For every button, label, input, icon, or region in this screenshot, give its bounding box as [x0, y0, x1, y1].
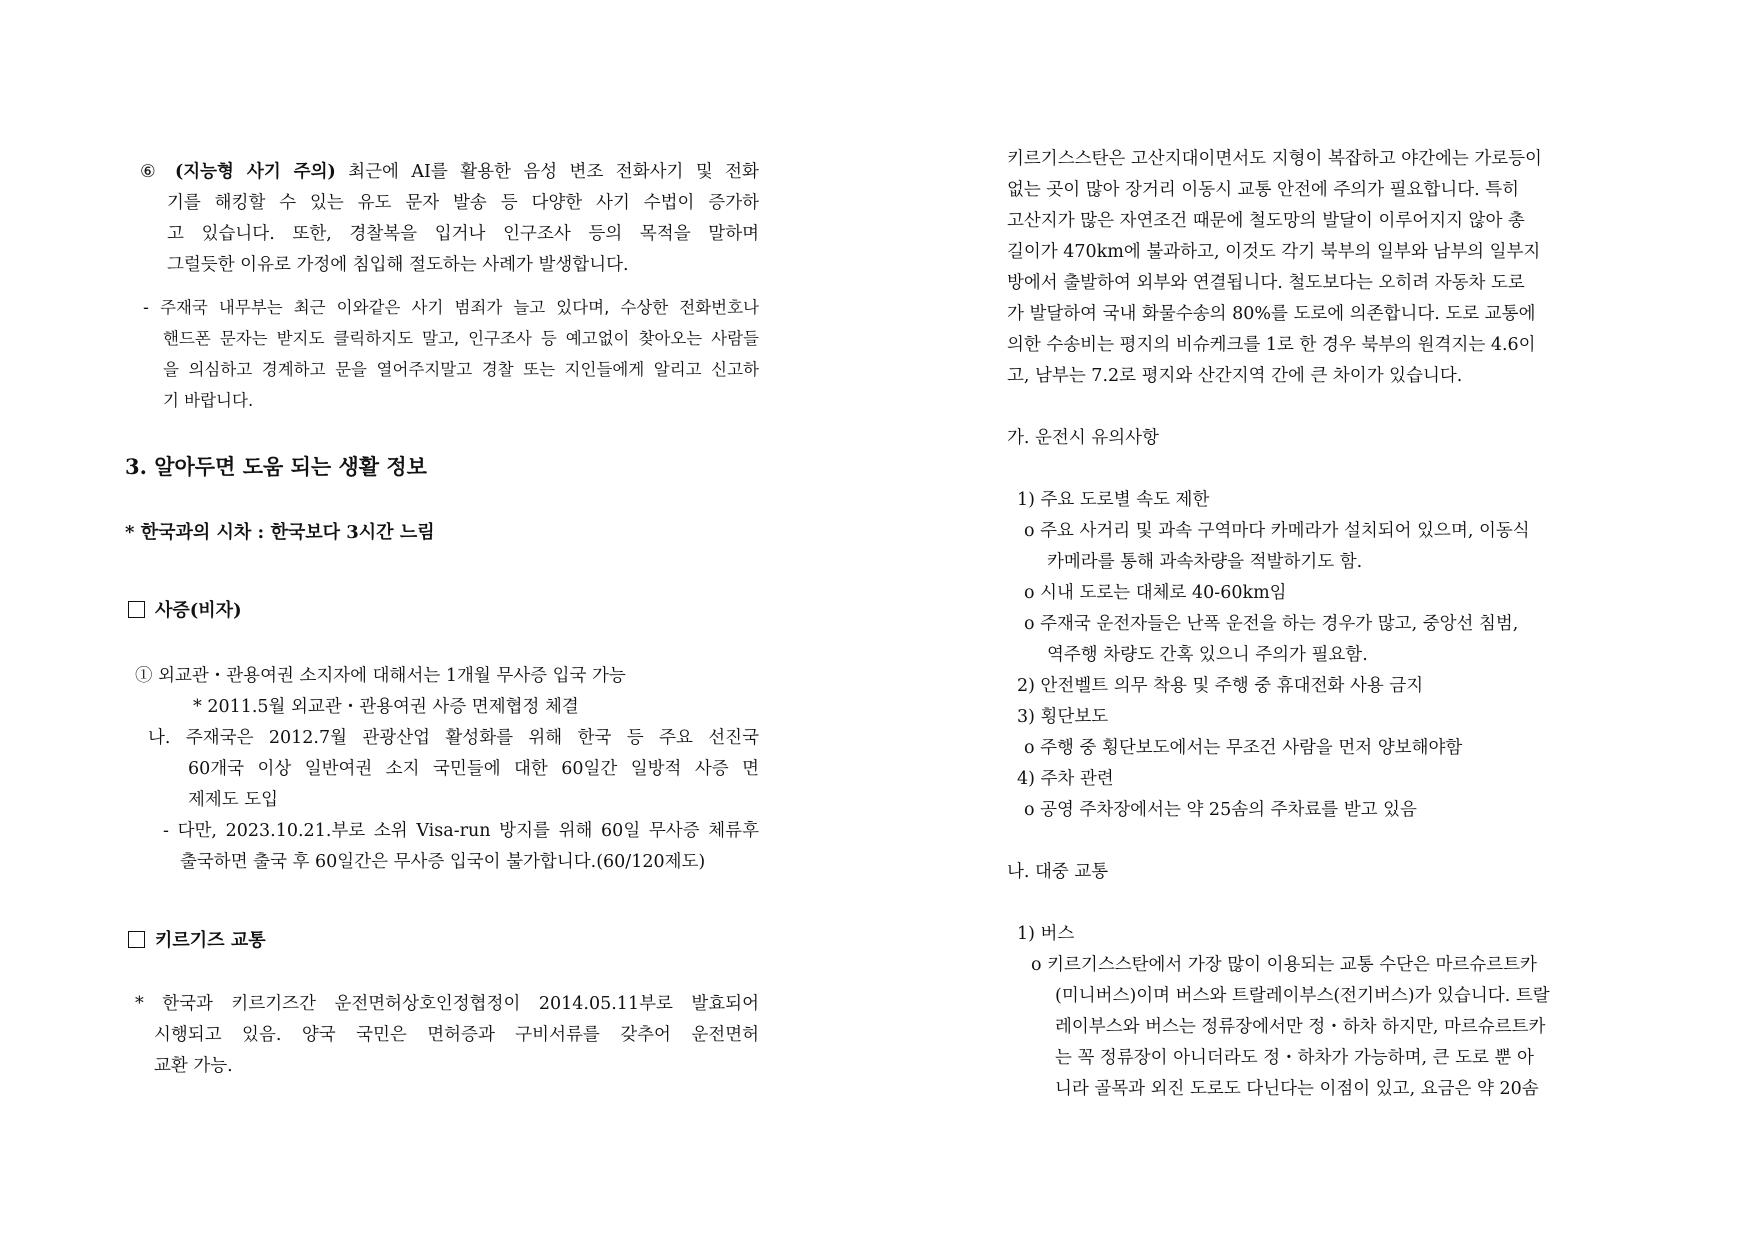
speed-bullet-3-line-2: 역주행 차량도 간혹 있으니 주의가 필요함.: [1047, 645, 1368, 665]
speed-bullet-3-line-1: o 주재국 운전자들은 난폭 운전을 하는 경우가 많고, 중앙선 침범,: [1024, 614, 1519, 634]
intro-line-8: 고, 남부는 7.2로 평지와 산간지역 간에 큰 차이가 있습니다.: [1007, 366, 1463, 386]
fraud-warning-line-1: [140, 158, 759, 183]
advice-line-2: 핸드폰 문자는 받지도 클릭하지도 말고, 인구조사 등 예고없이 찾아오는 사람들: [163, 329, 759, 348]
section-heading: 3. 알아두면 도움 되는 생활 정보: [125, 454, 427, 479]
intro-line-7: 의한 수송비는 평지의 비슈케크를 1로 한 경우 북부의 원격지는 4.6이: [1007, 335, 1536, 355]
speed-bullet-2: o 시내 도로는 대체로 40-60km임: [1024, 583, 1287, 603]
visa-item-1: ① 외교관・관용여권 소지자에 대해서는 1개월 무사증 입국 가능: [135, 666, 626, 686]
intro-line-5: 방에서 출발하여 외부와 연결됩니다. 철도보다는 오히려 자동차 도로: [1007, 273, 1525, 293]
fraud-title: (지능형 사기 주의): [174, 162, 336, 182]
intro-line-3: 고산지가 많은 자연조건 때문에 철도망의 발달이 이루어지지 않아 총: [1007, 211, 1525, 231]
bus-text-line-3: 레이부스와 버스는 정류장에서만 정・하차 하지만, 마르슈르트카: [1055, 1017, 1546, 1037]
checkbox-square-icon: [128, 931, 145, 948]
parking-title: 4) 주차 관련: [1017, 769, 1114, 789]
fraud-warning-line-4: 그럴듯한 이유로 가정에 침입해 절도하는 사례가 발생합니다.: [167, 255, 629, 275]
transit-heading: 나. 대중 교통: [1007, 862, 1109, 882]
visa-item-2-note-line-1: - 다만, 2023.10.21.부로 소위 Visa-run 방지를 위해 60일 무사증 체류후: [163, 821, 759, 841]
visa-item-2-line-2: 60개국 이상 일반여권 소지 국민들에 대한 60일간 일방적 사증 면: [188, 759, 759, 779]
bus-text-line-4: 는 꼭 정류장이 아니더라도 정・하차가 가능하며, 큰 도로 뿐 아: [1055, 1048, 1534, 1068]
fraud-warning-line-3: 고 있습니다. 또한, 경찰복을 입거나 인구조사 등의 목적을 말하며: [167, 224, 759, 244]
intro-line-4: 길이가 470km에 불과하고, 이것도 각기 북부의 일부와 남부의 일부지: [1007, 242, 1541, 262]
fraud-text: 최근에 AI를 활용한 음성 변조 전화사기 및 전화: [348, 162, 759, 182]
intro-line-2: 없는 곳이 많아 장거리 이동시 교통 안전에 주의가 필요합니다. 특히: [1007, 180, 1520, 200]
right-column: [876, 0, 1753, 1240]
visa-item-1-note: * 2011.5월 외교관・관용여권 사증 면제협정 체결: [193, 697, 579, 717]
advice-line-1: - 주재국 내무부는 최근 이와같은 사기 범죄가 늘고 있다며, 수상한 전화번호나: [143, 298, 759, 317]
parking-bullet: o 공영 주차장에서는 약 25솜의 주차료를 받고 있음: [1024, 800, 1417, 820]
fraud-marker: ⑥: [140, 162, 163, 182]
bus-text-line-1: o 키르기스스탄에서 가장 많이 이용되는 교통 수단은 마르슈르트카: [1031, 955, 1537, 975]
speed-limit-title: 1) 주요 도로별 속도 제한: [1017, 490, 1210, 510]
crosswalk-bullet: o 주행 중 횡단보도에서는 무조건 사람을 먼저 양보해야함: [1024, 738, 1463, 758]
seatbelt-rule: 2) 안전벨트 의무 착용 및 주행 중 휴대전화 사용 금지: [1017, 676, 1424, 696]
visa-heading: 사증(비자): [128, 596, 242, 622]
intro-line-6: 가 발달하여 국내 화물수송의 80%를 도로에 의존합니다. 도로 교통에: [1007, 304, 1536, 324]
bus-title: 1) 버스: [1017, 924, 1075, 944]
traffic-note-line-3: 교환 가능.: [154, 1056, 233, 1076]
bus-text-line-2: (미니버스)이며 버스와 트랄레이부스(전기버스)가 있습니다. 트랄: [1055, 986, 1550, 1006]
advice-line-4: 기 바랍니다.: [163, 391, 254, 410]
traffic-note-line-2: 시행되고 있음. 양국 국민은 면허증과 구비서류를 갖추어 운전면허: [154, 1025, 759, 1045]
speed-bullet-1-line-1: o 주요 사거리 및 과속 구역마다 카메라가 설치되어 있으며, 이동식: [1024, 521, 1530, 541]
bus-text-line-5: 니라 골목과 외진 도로도 다닌다는 이점이 있고, 요금은 약 20솜: [1055, 1079, 1539, 1099]
intro-line-1: 키르기스스탄은 고산지대이면서도 지형이 복잡하고 야간에는 가로등이: [1007, 149, 1542, 169]
time-difference: * 한국과의 시차 : 한국보다 3시간 느림: [125, 522, 435, 543]
checkbox-square-icon: [128, 601, 145, 618]
traffic-heading: 키르기즈 교통: [128, 926, 266, 952]
visa-item-2-line-1: 나. 주재국은 2012.7월 관광산업 활성화를 위해 한국 등 주요 선진국: [148, 728, 759, 748]
visa-item-2-line-3: 제제도 도입: [188, 790, 279, 810]
fraud-warning-line-2: 기를 해킹할 수 있는 유도 문자 발송 등 다양한 사기 수법이 증가하: [167, 193, 759, 213]
crosswalk-title: 3) 횡단보도: [1017, 707, 1109, 727]
visa-item-2-note-line-2: 출국하면 출국 후 60일간은 무사증 입국이 불가합니다.(60/120제도): [180, 852, 706, 872]
traffic-note-line-1: * 한국과 키르기즈간 운전면허상호인정협정이 2014.05.11부로 발효되어: [135, 994, 759, 1014]
left-column: [0, 0, 876, 1240]
driving-heading: 가. 운전시 유의사항: [1007, 428, 1159, 448]
speed-bullet-1-line-2: 카메라를 통해 과속차량을 적발하기도 함.: [1047, 552, 1363, 572]
advice-line-3: 을 의심하고 경계하고 문을 열어주지말고 경찰 또는 지인들에게 알리고 신고하: [163, 360, 759, 379]
